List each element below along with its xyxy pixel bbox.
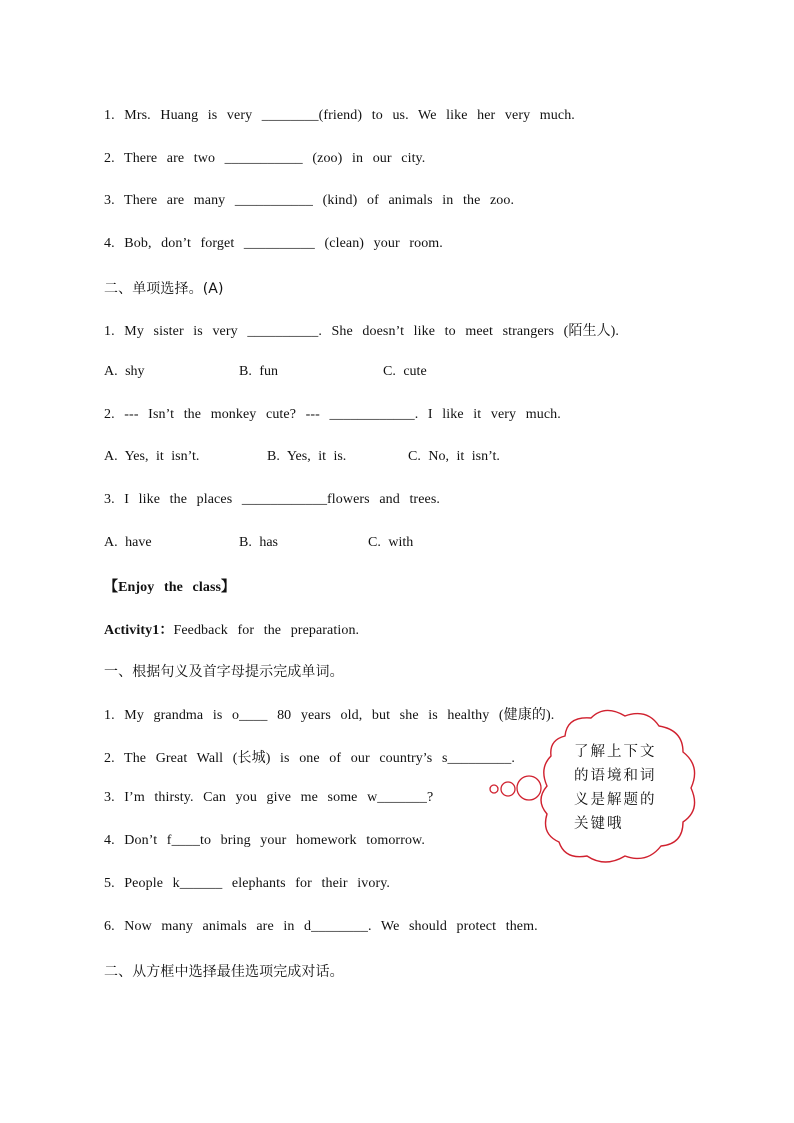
mc-option: C. No, it isn’t.: [408, 449, 500, 464]
section-heading: 二、从方框中选择最佳选项完成对话。: [104, 964, 344, 980]
section-heading: 一、根据句义及首字母提示完成单词。: [104, 664, 344, 680]
mc-option: B. has: [239, 535, 278, 550]
exercise-line: 1. Mrs. Huang is very ________(friend) to us. We like her very much.: [104, 108, 575, 123]
fill-item: 1. My grandma is o____ 80 years old, but she is healthy (健康的).: [104, 708, 555, 723]
mc-question: 1. My sister is very __________. She doesn’t like to meet strangers (陌生人).: [104, 324, 620, 339]
activity-label: Activity1：: [104, 623, 174, 638]
activity-text: Feedback for the preparation.: [173, 623, 360, 638]
enjoy-heading: 【Enjoy the class】: [104, 580, 236, 595]
exercise-line: 2. There are two ___________ (zoo) in our city.: [104, 151, 426, 166]
fill-item: 6. Now many animals are in d________. We should protect them.: [104, 919, 538, 934]
mc-option: C. with: [368, 535, 414, 550]
activity-line: [104, 619, 359, 639]
mc-option: B. Yes, it is.: [267, 449, 347, 464]
mc-question: 3. I like the places ____________flowers and trees.: [104, 492, 440, 507]
mc-option: C. cute: [383, 364, 427, 379]
fill-item: 3. I’m thirsty. Can you give me some w_______?: [104, 790, 434, 805]
fill-item: 5. People k______ elephants for their ivory.: [104, 876, 390, 891]
mc-option: A. have: [104, 535, 152, 550]
fill-item: 4. Don’t f____to bring your homework tomorrow.: [104, 833, 425, 848]
mc-option: A. Yes, it isn’t.: [104, 449, 200, 464]
section-heading: 二、单项选择。(A): [104, 281, 224, 297]
mc-option: A. shy: [104, 364, 145, 379]
mc-option: B. fun: [239, 364, 278, 379]
bubble-text: 了解上下文的语境和词义是解题的关键哦: [574, 744, 657, 832]
exercise-line: 3. There are many ___________ (kind) of animals in the zoo.: [104, 193, 515, 208]
fill-item: 2. The Great Wall (长城) is one of our country’s s_________.: [104, 751, 515, 766]
mc-question: 2. --- Isn’t the monkey cute? --- ____________. I like it very much.: [104, 407, 561, 422]
exercise-line: 4. Bob, don’t forget __________ (clean) your room.: [104, 236, 443, 251]
